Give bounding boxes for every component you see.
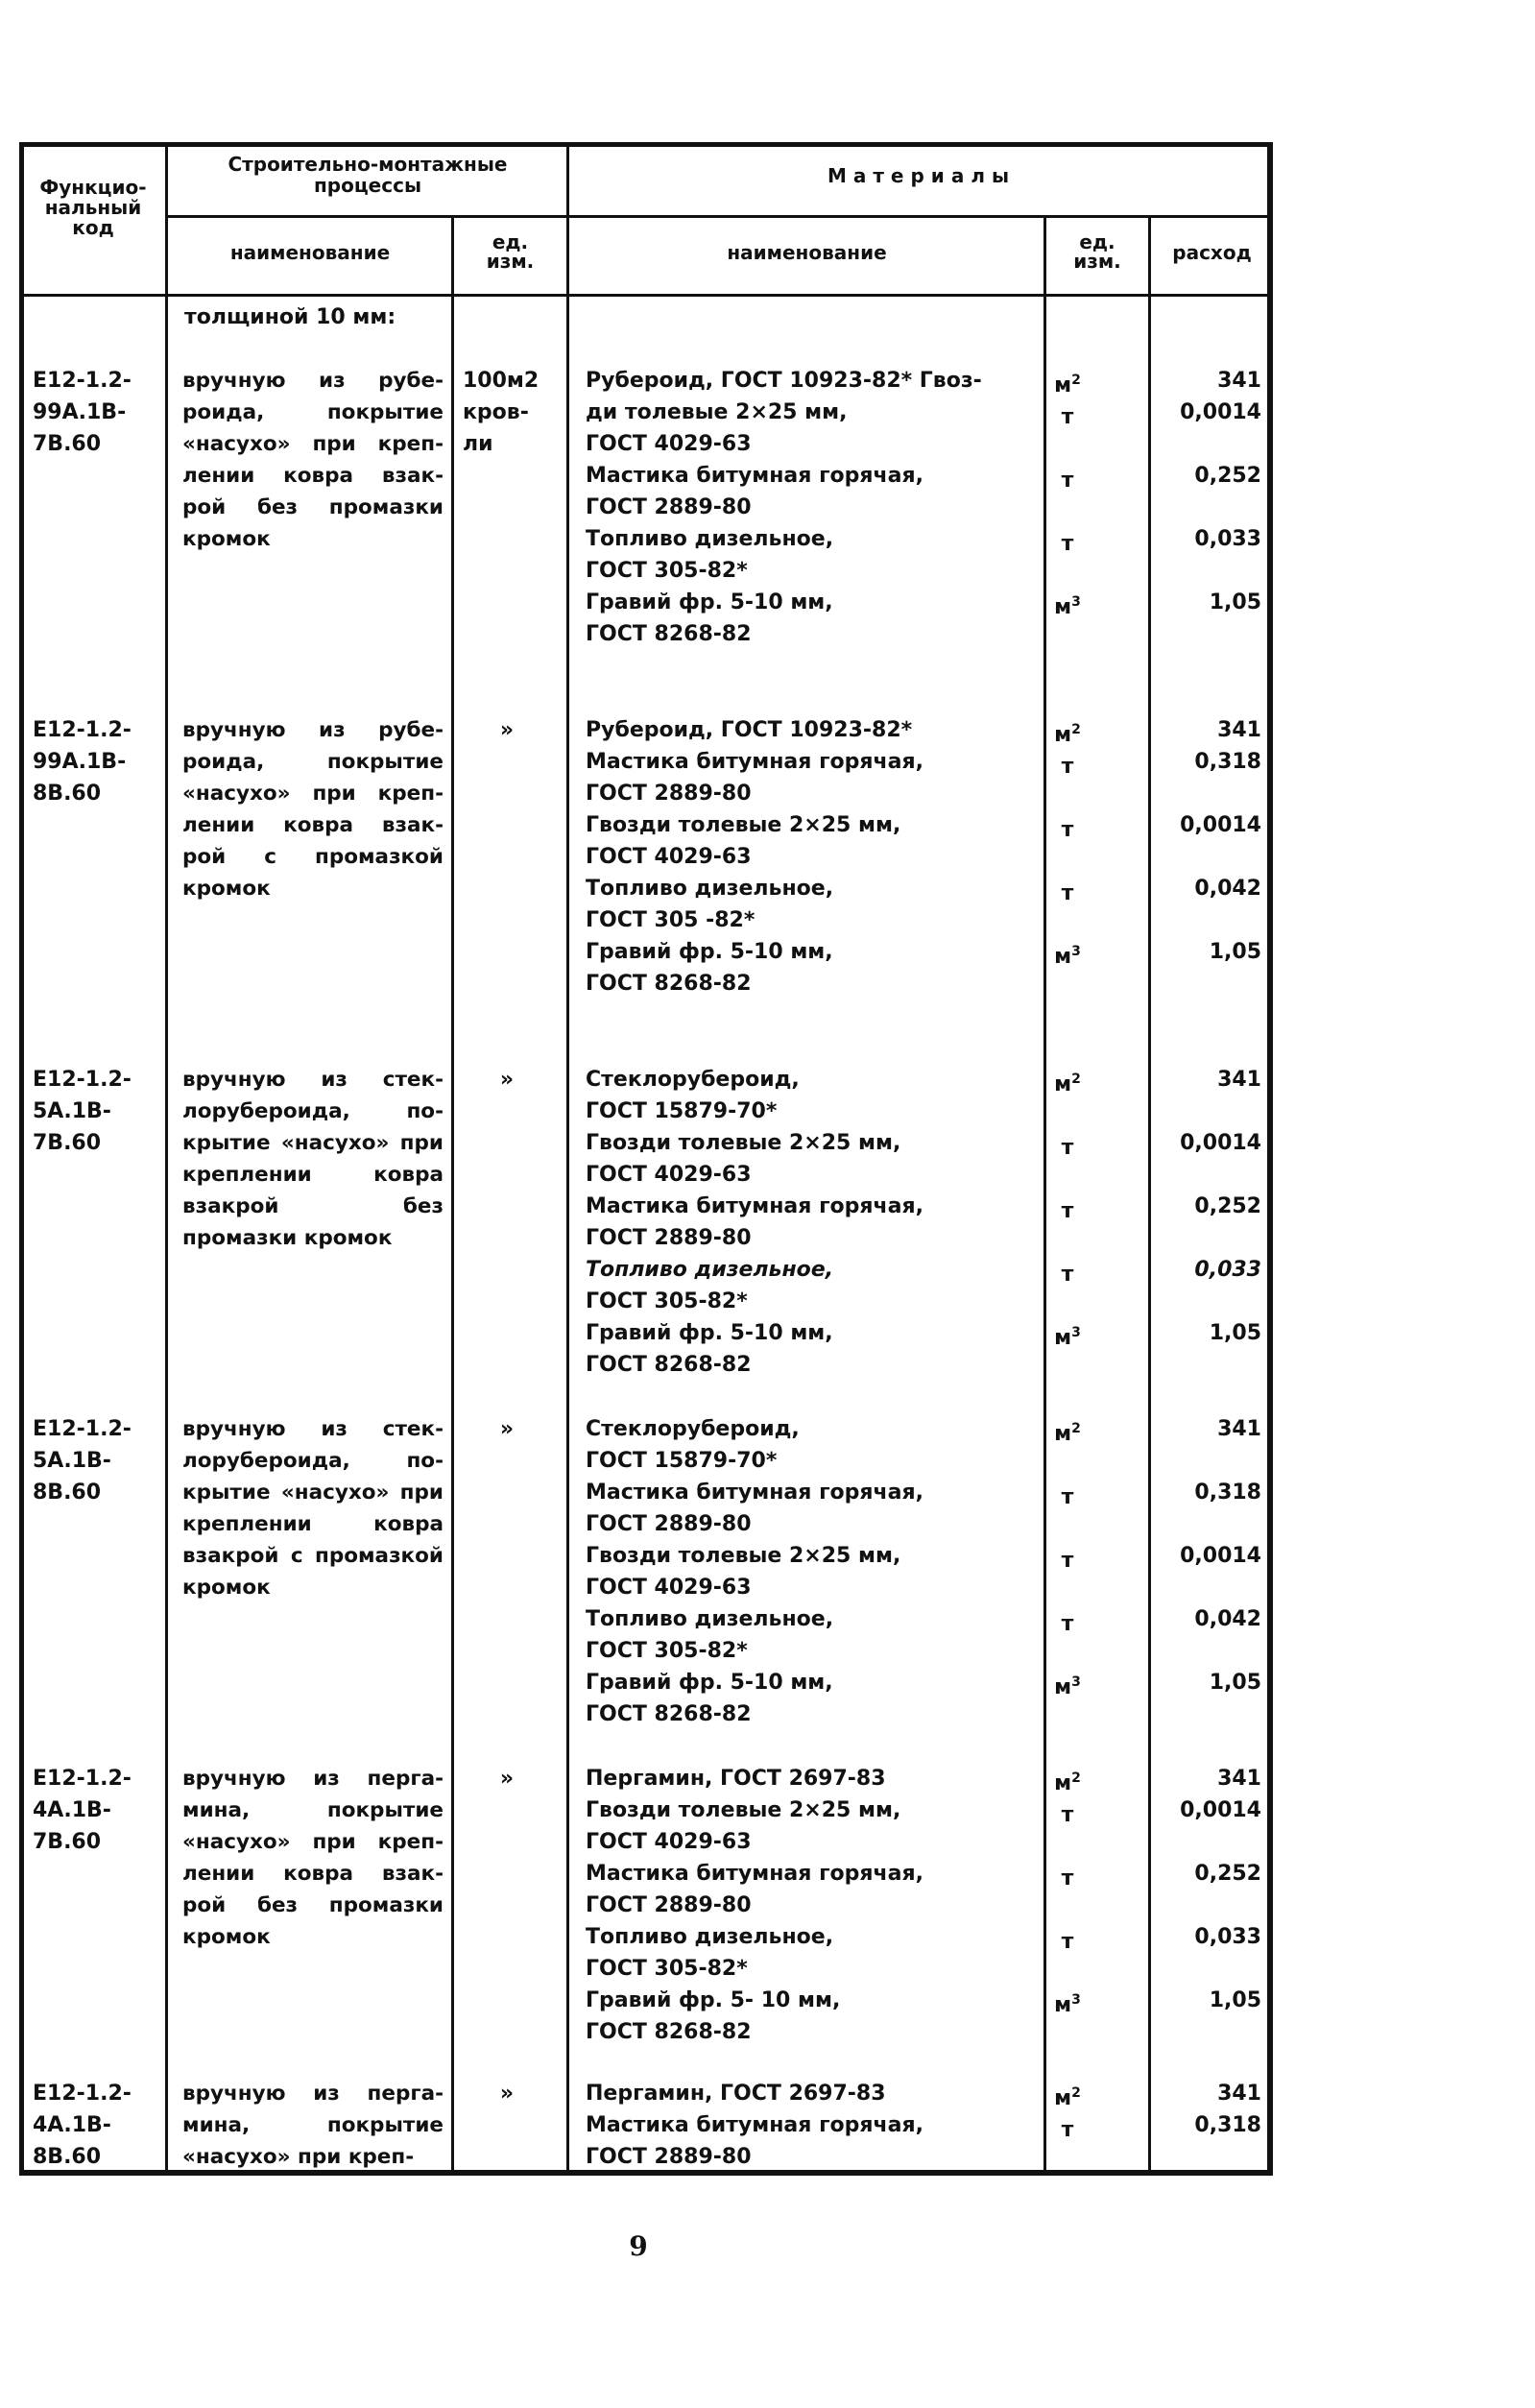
material-name: ГОСТ 4029-63	[586, 1163, 752, 1187]
material-qty: 0,318	[1194, 750, 1261, 774]
material-line	[586, 1826, 1258, 1858]
material-unit: $м^3$	[1054, 944, 1081, 969]
material-name: ГОСТ 8268-82	[586, 1353, 752, 1377]
material-unit: т	[1061, 1263, 1074, 1287]
material-name: ди толевые 2×25 мм,	[586, 400, 848, 424]
material-qty: 0,042	[1194, 877, 1261, 901]
material-name: Топливо дизельное,	[586, 877, 834, 901]
material-line	[586, 778, 1258, 809]
material-unit: $м^2$	[1054, 722, 1081, 747]
row-code: Е12-1.2- 5А.1В- 8В.60	[33, 1417, 132, 1505]
material-line	[586, 1890, 1258, 1921]
material-unit: т	[1061, 1612, 1074, 1636]
material-line	[586, 1540, 1261, 1573]
material-name: ГОСТ 8268-82	[586, 622, 752, 646]
material-qty: 0,033	[1194, 1925, 1261, 1949]
material-line	[586, 1191, 1261, 1223]
header-proc-name: наименование	[229, 241, 391, 264]
material-name: ГОСТ 2889-80	[586, 1512, 752, 1536]
column-rule	[451, 216, 454, 2176]
material-qty: 1,05	[1209, 940, 1261, 964]
material-line	[586, 1477, 1261, 1509]
material-name: ГОСТ 4029-63	[586, 1576, 752, 1600]
material-qty: 0,033	[1194, 527, 1261, 551]
material-unit: т	[1061, 818, 1074, 842]
material-unit: т	[1061, 1549, 1074, 1573]
material-name: Гравий фр. 5- 10 мм,	[586, 1988, 841, 2012]
row-unit: »	[499, 1417, 515, 1441]
material-name: Мастика битумная горячая,	[586, 2113, 923, 2137]
material-unit: т	[1061, 1866, 1074, 1890]
material-unit: т	[1061, 469, 1074, 493]
material-name: ГОСТ 305 -82*	[586, 908, 756, 932]
material-line	[586, 1635, 1258, 1667]
header-mat-name: наименование	[727, 241, 887, 264]
material-qty: 0,0014	[1180, 1798, 1261, 1822]
header-mat-unit: ед. изм.	[1073, 230, 1121, 273]
material-qty: 341	[1217, 1417, 1261, 1441]
material-name: Гравий фр. 5-10 мм,	[586, 940, 833, 964]
material-unit: $м^3$	[1054, 1325, 1081, 1350]
material-name: ГОСТ 305-82*	[586, 559, 748, 583]
material-qty: 0,0014	[1180, 813, 1261, 837]
header-rule	[165, 215, 1269, 218]
material-unit: $м^2$	[1054, 1770, 1081, 1795]
material-unit: $м^3$	[1054, 1674, 1081, 1699]
header-mat-qty: расход	[1172, 241, 1252, 264]
material-name: ГОСТ 2889-80	[586, 495, 752, 519]
material-name: ГОСТ 305-82*	[586, 1639, 748, 1663]
material-line	[586, 1222, 1258, 1254]
header-processes: Строительно-монтажные процессы	[228, 153, 508, 197]
material-line	[586, 397, 1261, 429]
material-name: ГОСТ 4029-63	[586, 845, 752, 869]
material-unit: т	[1061, 1930, 1074, 1954]
material-unit: т	[1061, 1199, 1074, 1223]
row-process: вручную из рубе-роида, покрытие «насухо» при креп-лении ковра взак-рой с промазкой кромок	[182, 718, 444, 901]
material-name: Топливо дизельное,	[586, 1925, 834, 1949]
material-name: Гравий фр. 5-10 мм,	[586, 590, 833, 614]
material-name: Гвозди толевые 2×25 мм,	[586, 1544, 901, 1568]
material-line	[586, 873, 1261, 905]
material-name: Стеклорубероид,	[586, 1068, 800, 1092]
material-unit: $м^2$	[1054, 1072, 1081, 1096]
material-qty: 1,05	[1209, 1671, 1261, 1695]
material-line	[586, 746, 1261, 779]
row-process: вручную из рубе-роида, покрытие «насухо» при креп-лении ковра взак-рой без промазки кромок	[182, 369, 444, 551]
material-name: Пергамин, ГОСТ 2697-83	[586, 1767, 886, 1791]
material-line	[586, 1413, 1261, 1446]
material-line	[586, 618, 1258, 650]
material-qty: 341	[1217, 1068, 1261, 1092]
material-line	[586, 460, 1261, 493]
material-name: Гравий фр. 5-10 мм,	[586, 1671, 833, 1695]
material-line	[586, 1127, 1261, 1160]
material-name: ГОСТ 4029-63	[586, 432, 752, 456]
material-line	[586, 968, 1258, 999]
row-unit: »	[499, 2082, 515, 2106]
material-line	[586, 2109, 1261, 2142]
material-qty: 0,318	[1194, 1481, 1261, 1505]
material-line	[586, 587, 1261, 619]
material-name: ГОСТ 8268-82	[586, 1702, 752, 1726]
material-unit: $м^2$	[1054, 2085, 1081, 2110]
material-line	[586, 904, 1258, 936]
material-line	[586, 1286, 1258, 1317]
material-line	[586, 428, 1258, 460]
material-qty: 0,042	[1194, 1607, 1261, 1631]
row-code: Е12-1.2- 5А.1В- 7В.60	[33, 1068, 132, 1155]
page-number: 9	[629, 2230, 648, 2262]
material-name: Гвозди толевые 2×25 мм,	[586, 1798, 901, 1822]
material-unit: т	[1061, 1803, 1074, 1827]
material-line	[586, 714, 1261, 747]
material-line	[586, 1508, 1258, 1540]
row-code: Е12-1.2- 4А.1В- 8В.60	[33, 2082, 132, 2169]
material-line	[586, 1667, 1261, 1699]
material-qty: 1,05	[1209, 1321, 1261, 1345]
material-line	[586, 1985, 1261, 2017]
material-line	[586, 1096, 1258, 1127]
material-qty: 0,318	[1194, 2113, 1261, 2137]
material-line	[586, 365, 1261, 397]
material-unit: т	[1061, 532, 1074, 556]
material-qty: 0,252	[1194, 1194, 1261, 1218]
row-unit: »	[499, 718, 515, 742]
material-unit: т	[1061, 2118, 1074, 2142]
material-name: ГОСТ 8268-82	[586, 2020, 752, 2044]
row-unit: »	[499, 1767, 515, 1791]
material-name: ГОСТ 305-82*	[586, 1957, 748, 1981]
material-name: Гвозди толевые 2×25 мм,	[586, 813, 901, 837]
row-code: Е12-1.2- 99А.1В- 7В.60	[33, 369, 132, 456]
material-unit: т	[1061, 881, 1074, 905]
row-process: вручную из перга-мина, покрытие «насухо» при креп-	[182, 2082, 444, 2169]
material-name: Топливо дизельное,	[586, 1607, 834, 1631]
material-name: Мастика битумная горячая,	[586, 1862, 923, 1886]
material-name: ГОСТ 2889-80	[586, 2145, 752, 2169]
material-line	[586, 2141, 1258, 2173]
material-line	[586, 1794, 1261, 1827]
material-line	[586, 555, 1258, 587]
material-line	[586, 1317, 1261, 1350]
material-line	[586, 841, 1258, 873]
material-qty: 1,05	[1209, 590, 1261, 614]
material-name: Гвозди толевые 2×25 мм,	[586, 1131, 901, 1155]
material-line	[586, 1603, 1261, 1636]
material-line	[586, 1159, 1258, 1191]
material-unit: т	[1061, 755, 1074, 779]
material-name: Пергамин, ГОСТ 2697-83	[586, 2082, 886, 2106]
material-name: ГОСТ 15879-70*	[586, 1099, 778, 1123]
row-code: Е12-1.2- 99А.1В- 8В.60	[33, 718, 132, 806]
section-title: толщиной 10 мм:	[184, 305, 396, 329]
material-line	[586, 1572, 1258, 1603]
material-line	[586, 1445, 1258, 1477]
material-line	[586, 1698, 1258, 1730]
material-qty: 0,252	[1194, 1862, 1261, 1886]
material-name: Топливо дизельное,	[586, 527, 834, 551]
material-line	[586, 1064, 1261, 1096]
row-unit: 100м2 кров- ли	[463, 369, 540, 456]
material-qty: 341	[1217, 718, 1261, 742]
material-unit: $м^2$	[1054, 373, 1081, 397]
material-unit: т	[1061, 1485, 1074, 1509]
header-code: Функцио- нальный код	[39, 176, 147, 239]
material-qty: 0,252	[1194, 464, 1261, 488]
material-qty: 341	[1217, 2082, 1261, 2106]
header-rule	[21, 294, 1269, 297]
header-proc-unit: ед. изм.	[486, 230, 535, 273]
material-name: Мастика битумная горячая,	[586, 464, 923, 488]
material-unit: $м^2$	[1054, 1421, 1081, 1446]
material-name: ГОСТ 2889-80	[586, 782, 752, 806]
material-name: Мастика битумная горячая,	[586, 750, 923, 774]
material-line	[586, 1921, 1261, 1954]
material-unit: т	[1061, 405, 1074, 429]
material-line	[586, 523, 1261, 556]
material-line	[586, 809, 1261, 842]
material-name: Гравий фр. 5-10 мм,	[586, 1321, 833, 1345]
material-line	[586, 1953, 1258, 1985]
material-line	[586, 2016, 1258, 2048]
material-qty: 0,0014	[1180, 400, 1261, 424]
material-name: Рубероид, ГОСТ 10923-82* Гвоз-	[586, 369, 982, 393]
material-name: Стеклорубероид,	[586, 1417, 800, 1441]
material-qty: 0,033	[1194, 1258, 1261, 1282]
material-name: ГОСТ 2889-80	[586, 1226, 752, 1250]
material-name: Рубероид, ГОСТ 10923-82*	[586, 718, 913, 742]
material-line	[586, 492, 1258, 523]
material-unit: $м^3$	[1054, 1992, 1081, 2017]
material-name: Мастика битумная горячая,	[586, 1194, 923, 1218]
material-qty: 341	[1217, 369, 1261, 393]
material-name: Мастика битумная горячая,	[586, 1481, 923, 1505]
material-qty: 341	[1217, 1767, 1261, 1791]
row-process: вручную из стек-лорубероида, по-крытие «насухо» при креплении ковра взакрой без промазки кромок	[182, 1068, 444, 1250]
material-unit: $м^3$	[1054, 594, 1081, 619]
material-qty: 0,0014	[1180, 1131, 1261, 1155]
material-name: Топливо дизельное,	[586, 1258, 834, 1282]
row-process: вручную из стек-лорубероида, по-крытие «насухо» при креплении ковра взакрой с промазкой кромок	[182, 1417, 444, 1600]
material-qty: 1,05	[1209, 1988, 1261, 2012]
material-name: ГОСТ 2889-80	[586, 1893, 752, 1917]
material-line	[586, 1763, 1261, 1795]
material-name: ГОСТ 15879-70*	[586, 1449, 778, 1473]
material-name: ГОСТ 8268-82	[586, 972, 752, 996]
material-qty: 0,0014	[1180, 1544, 1261, 1568]
row-process: вручную из перга-мина, покрытие «насухо» при креп-лении ковра взак-рой без промазки кромок	[182, 1767, 444, 1949]
row-unit: »	[499, 1068, 515, 1092]
material-line	[586, 1349, 1258, 1381]
header-materials: Материалы	[827, 164, 1017, 187]
material-name: ГОСТ 4029-63	[586, 1830, 752, 1854]
material-line	[586, 1254, 1261, 1287]
material-line	[586, 1858, 1261, 1890]
material-name: ГОСТ 305-82*	[586, 1289, 748, 1313]
material-unit: т	[1061, 1136, 1074, 1160]
row-code: Е12-1.2- 4А.1В- 7В.60	[33, 1767, 132, 1854]
material-line	[586, 2078, 1261, 2110]
material-line	[586, 936, 1261, 969]
